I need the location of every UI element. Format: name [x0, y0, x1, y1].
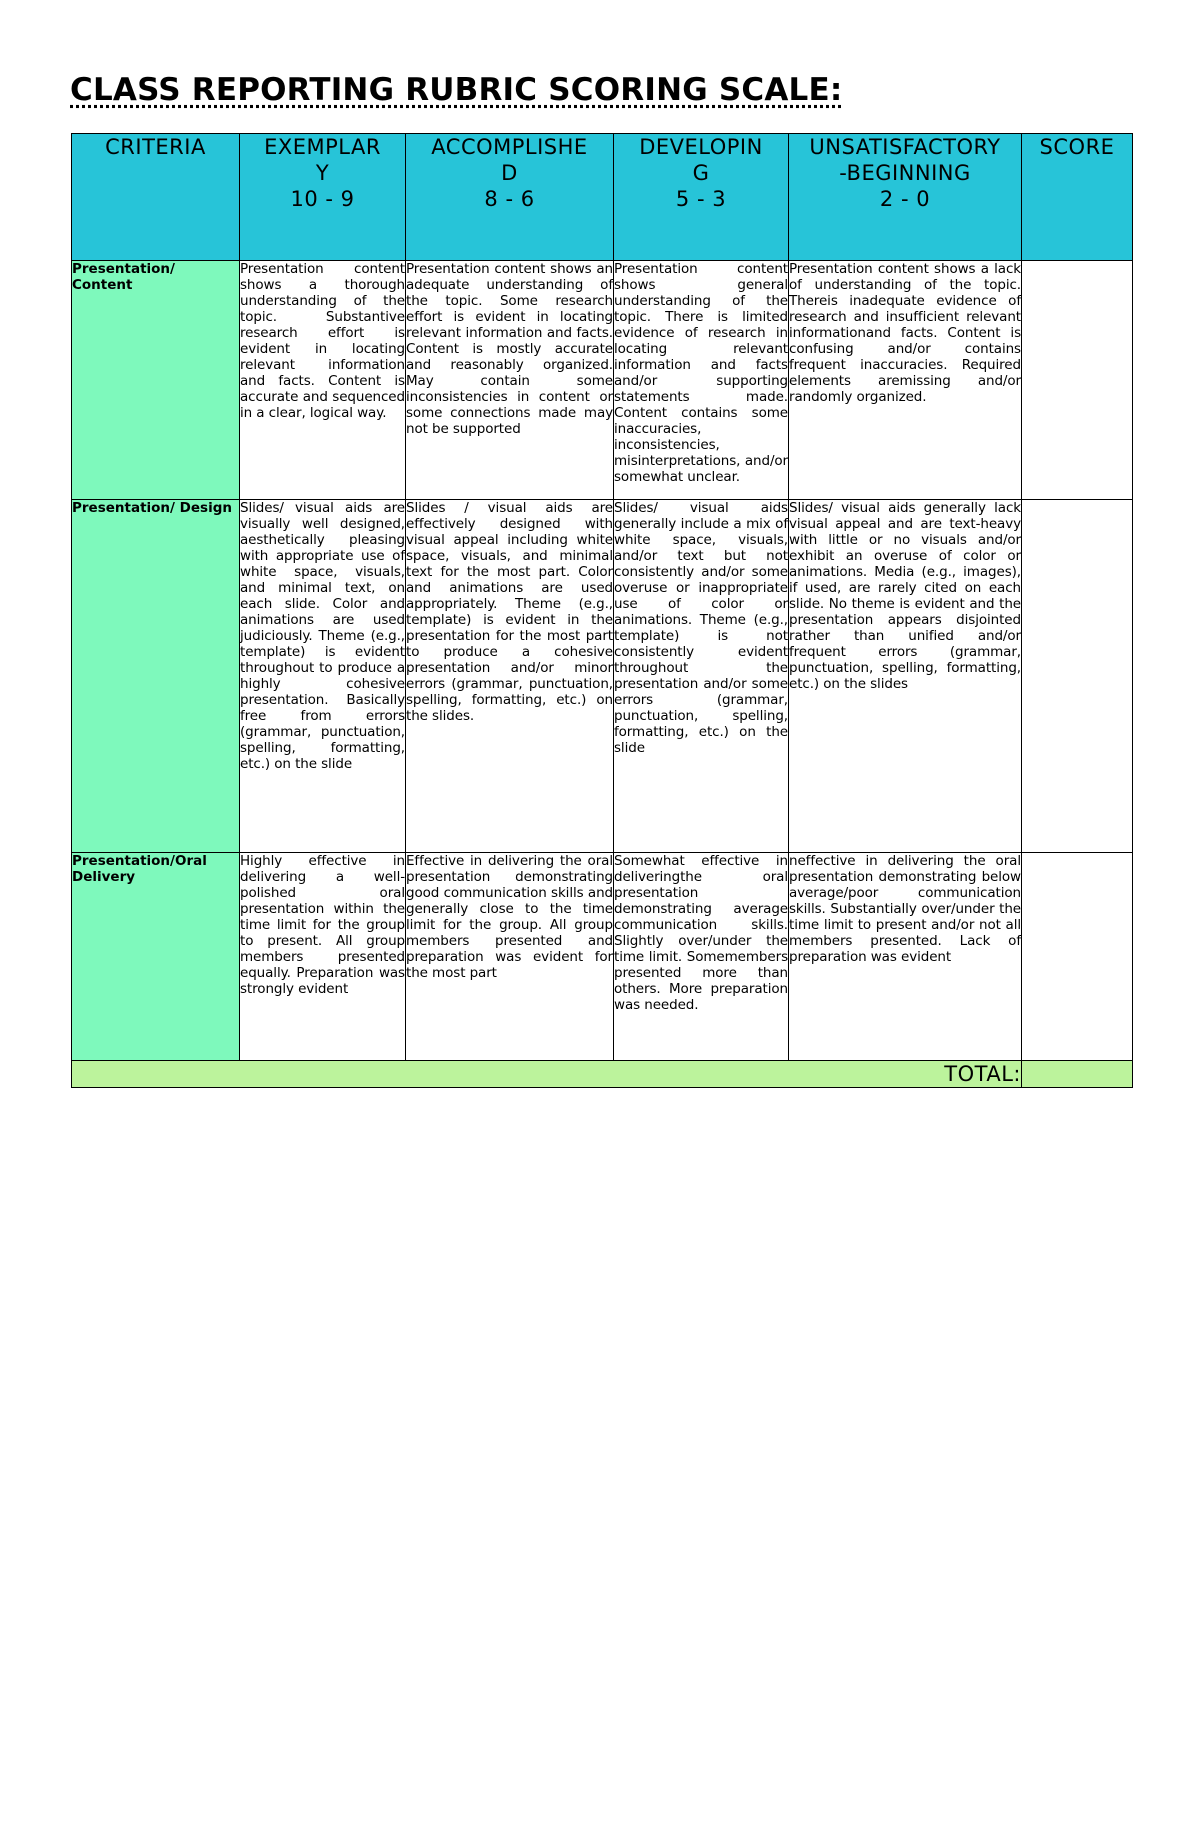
table-row	[72, 261, 1133, 500]
score-cell[interactable]	[1022, 853, 1133, 1061]
table-row	[72, 853, 1133, 1061]
unsatisfactory-cell: Presentation content shows a lack of understanding of the topic. Thereis inadequate evidence of research and insufficient relevant informationand facts. Content is confusing and/or contains frequent inaccuracies. Required elements aremissing and/or randomly organized.	[789, 261, 1022, 500]
developing-cell: Somewhat effective in deliveringthe oral presentation demonstrating average communication skills. Slightly over/under the time limit. Somemembers presented more than others. More preparation was needed.	[614, 853, 789, 1061]
header-developing-range: 5 - 3	[675, 187, 727, 211]
accomplished-cell: Presentation content shows an adequate understanding of the topic. Some research effort is evident in locating relevant information and facts. Content is mostly accurate and reasonably organized. May contain some inconsistencies in content or some connections made may not be supported	[406, 261, 614, 500]
accomplished-cell: Effective in delivering the oral presentation demonstrating good communication skills and generally close to the time limit for the group. All group members presented and preparation was evident for the most part	[406, 853, 614, 1061]
header-accomplished-range: 8 - 6	[484, 187, 535, 211]
developing-cell: Slides/ visual aids generally include a mix of white space, visuals, and/or text but not consistently and/or some overuse or inappropriate use of color or animations. Theme (e.g., template) is not consistently evident throughout the presentation and/or some errors (grammar, punctuation, spelling, formatting, etc.) on the slide	[614, 500, 789, 853]
total-label: TOTAL:	[72, 1061, 1022, 1088]
score-cell[interactable]	[1022, 500, 1133, 853]
header-developing-label: DEVELOPIN G	[639, 135, 763, 185]
total-row	[72, 1061, 1133, 1088]
table-row	[72, 500, 1133, 853]
header-accomplished	[406, 134, 614, 261]
page-title: CLASS REPORTING RUBRIC SCORING SCALE:	[70, 72, 843, 108]
header-exemplary-range: 10 - 9	[290, 187, 355, 211]
developing-cell: Presentation content shows general understanding of the topic. There is limited evidence of research in locating relevant information and facts and/or supporting statements made. Content contains some inaccuracies, inconsistencies, misinterpretations, and/or somewhat unclear.	[614, 261, 789, 500]
unsatisfactory-cell: neffective in delivering the oral presentation demonstrating below average/poor communication skills. Substantially over/under the time limit to present and/or not all members presented. Lack of preparation was evident	[789, 853, 1022, 1061]
header-accomplished-label: ACCOMPLISHE D	[431, 135, 588, 185]
header-unsatisfactory-label: UNSATISFACTORY -BEGINNING	[809, 135, 1001, 185]
header-exemplary-label: EXEMPLAR Y	[264, 135, 381, 185]
header-unsatisfactory-range: 2 - 0	[879, 187, 931, 211]
criterion-cell: Presentation/Oral Delivery	[72, 853, 240, 1061]
header-exemplary	[240, 134, 406, 261]
header-unsatisfactory	[789, 134, 1022, 261]
exemplary-cell: Presentation content shows a thorough understanding of the topic. Substantive research effort is evident in locating relevant information and facts. Content is accurate and sequenced in a clear, logical way.	[240, 261, 406, 500]
exemplary-cell: Slides/ visual aids are visually well designed, aesthetically pleasing with appropriate use of white space, visuals, and minimal text, on each slide. Color and animations are used judiciously. Theme (e.g., template) is evident throughout to produce a highly cohesive presentation. Basically free from errors (grammar, punctuation, spelling, formatting, etc.) on the slide	[240, 500, 406, 853]
criterion-cell: Presentation/ Content	[72, 261, 240, 500]
unsatisfactory-cell: Slides/ visual aids generally lack visual appeal and are text-heavy with little or no visuals and/or exhibit an overuse of color or animations. Media (e.g., images), if used, are rarely cited on each slide. No theme is evident and the presentation appears disjointed rather than unified and/or frequent errors (grammar, punctuation, spelling, formatting, etc.) on the slides	[789, 500, 1022, 853]
header-row	[72, 134, 1133, 261]
score-cell[interactable]	[1022, 261, 1133, 500]
accomplished-cell: Slides / visual aids are effectively designed with visual appeal including white space, visuals, and minimal text for the most part. Color and animations are used appropriately. Theme (e.g., template) is evident in the presentation for the most part to produce a cohesive presentation and/or minor errors (grammar, punctuation, spelling, formatting, etc.) on the slides.	[406, 500, 614, 853]
header-criteria: CRITERIA	[72, 134, 240, 261]
header-developing	[614, 134, 789, 261]
criterion-cell: Presentation/ Design	[72, 500, 240, 853]
exemplary-cell: Highly effective in delivering a well-polished oral presentation within the time limit for the group to present. All group members presented equally. Preparation was strongly evident	[240, 853, 406, 1061]
rubric-table	[71, 133, 1133, 1088]
header-score: SCORE	[1022, 134, 1133, 261]
total-score-cell[interactable]	[1022, 1061, 1133, 1088]
